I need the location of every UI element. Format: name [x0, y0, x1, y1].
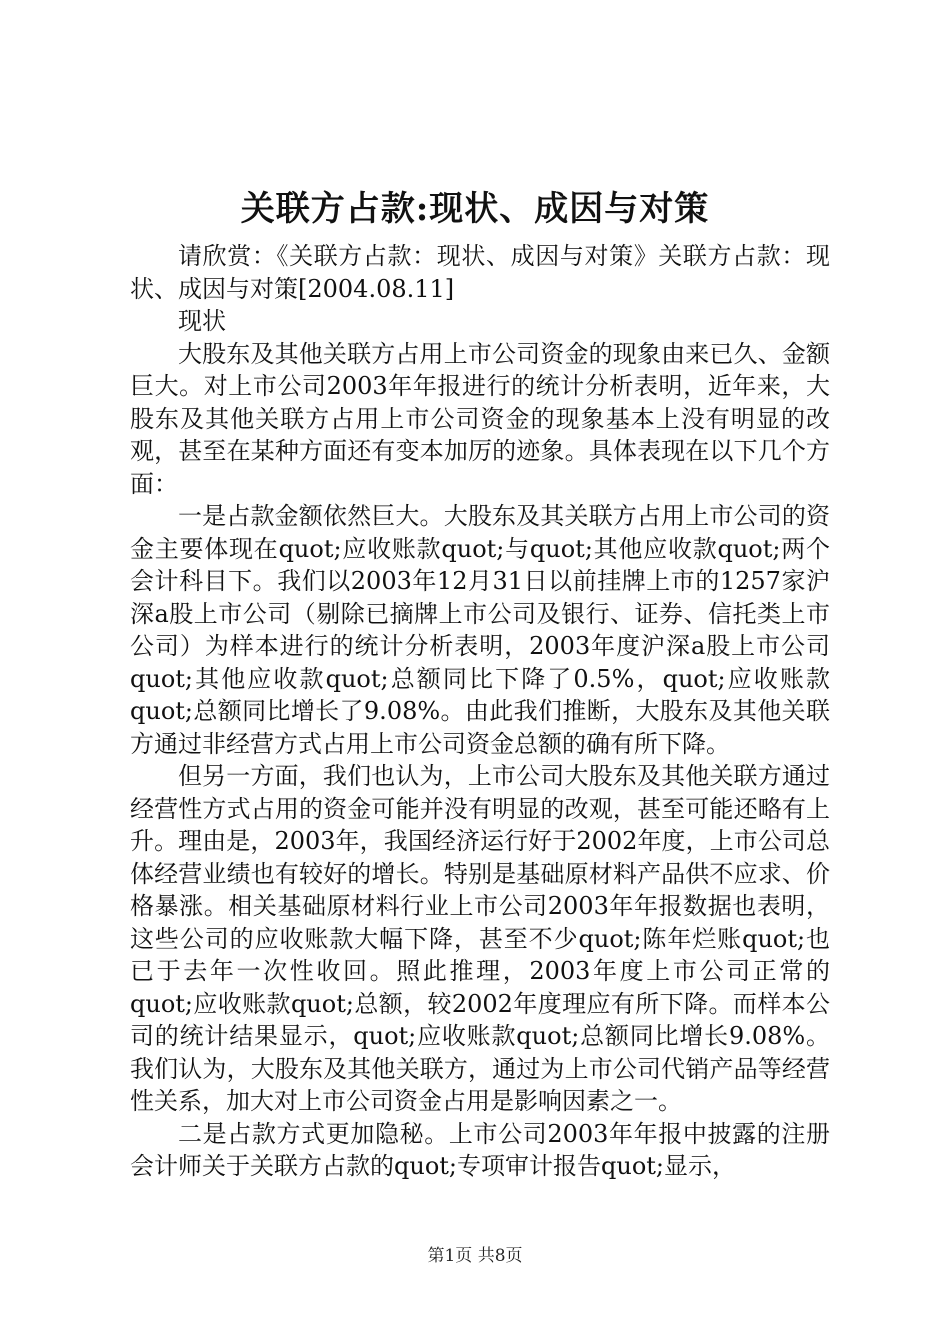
document-title: 关联方占款:现状、成因与对策 [240, 189, 710, 229]
page-number-footer: 第1页 共8页 [427, 1246, 523, 1266]
document-body [130, 240, 830, 1183]
body-paragraph: 但另一方面，我们也认为，上市公司大股东及其他关联方通过经营性方式占用的资金可能并没有明显的改观，甚至可能还略有上升。理由是，2003年，我国经济运行好于2002年度，上市公司总体经营业绩也有较好的增长。特别是基础原材料产品供不应求、价格暴涨。相关基础原材料行业上市公司2003年年报数据也表明，这些公司的应收账款大幅下降，甚至不少quot;陈年烂账quot;也已于去年一次性收回。照此推理，2003年度上市公司正常的quot;应收账款quot;总额，较2002年度理应有所下降。而样本公司的统计结果显示，quot;应收账款quot;总额同比增长9.08%。我们认为，大股东及其他关联方，通过为上市公司代销产品等经营性关系，加大对上市公司资金占用是影响因素之一。 [130, 762, 830, 1115]
section-heading-status: 现状 [178, 307, 226, 335]
body-paragraph: 大股东及其他关联方占用上市公司资金的现象由来已久、金额巨大。对上市公司2003年年报进行的统计分析表明，近年来，大股东及其他关联方占用上市公司资金的现象基本上没有明显的改观，甚至在某种方面还有变本加厉的迹象。具体表现在以下几个方面： [130, 339, 830, 498]
body-paragraph: 一是占款金额依然巨大。大股东及其关联方占用上市公司的资金主要体现在quot;应收账款quot;与quot;其他应收款quot;两个会计科目下。我们以2003年12月31日以前挂牌上市的1257家沪深a股上市公司（剔除已摘牌上市公司及银行、证券、信托类上市公司）为样本进行的统计分析表明，2003年度沪深a股上市公司quot;其他应收款quot;总额同比下降了0.5%，quot;应收账款quot;总额同比增长了9.08%。由此我们推断，大股东及其他关联方通过非经营方式占用上市公司资金总额的确有所下降。 [130, 502, 830, 758]
body-paragraph: 二是占款方式更加隐秘。上市公司2003年年报中披露的注册会计师关于关联方占款的quot;专项审计报告quot;显示， [130, 1119, 830, 1180]
intro-paragraph: 请欣赏：《关联方占款：现状、成因与对策》关联方占款：现状、成因与对策[2004.08.11] [130, 242, 830, 303]
